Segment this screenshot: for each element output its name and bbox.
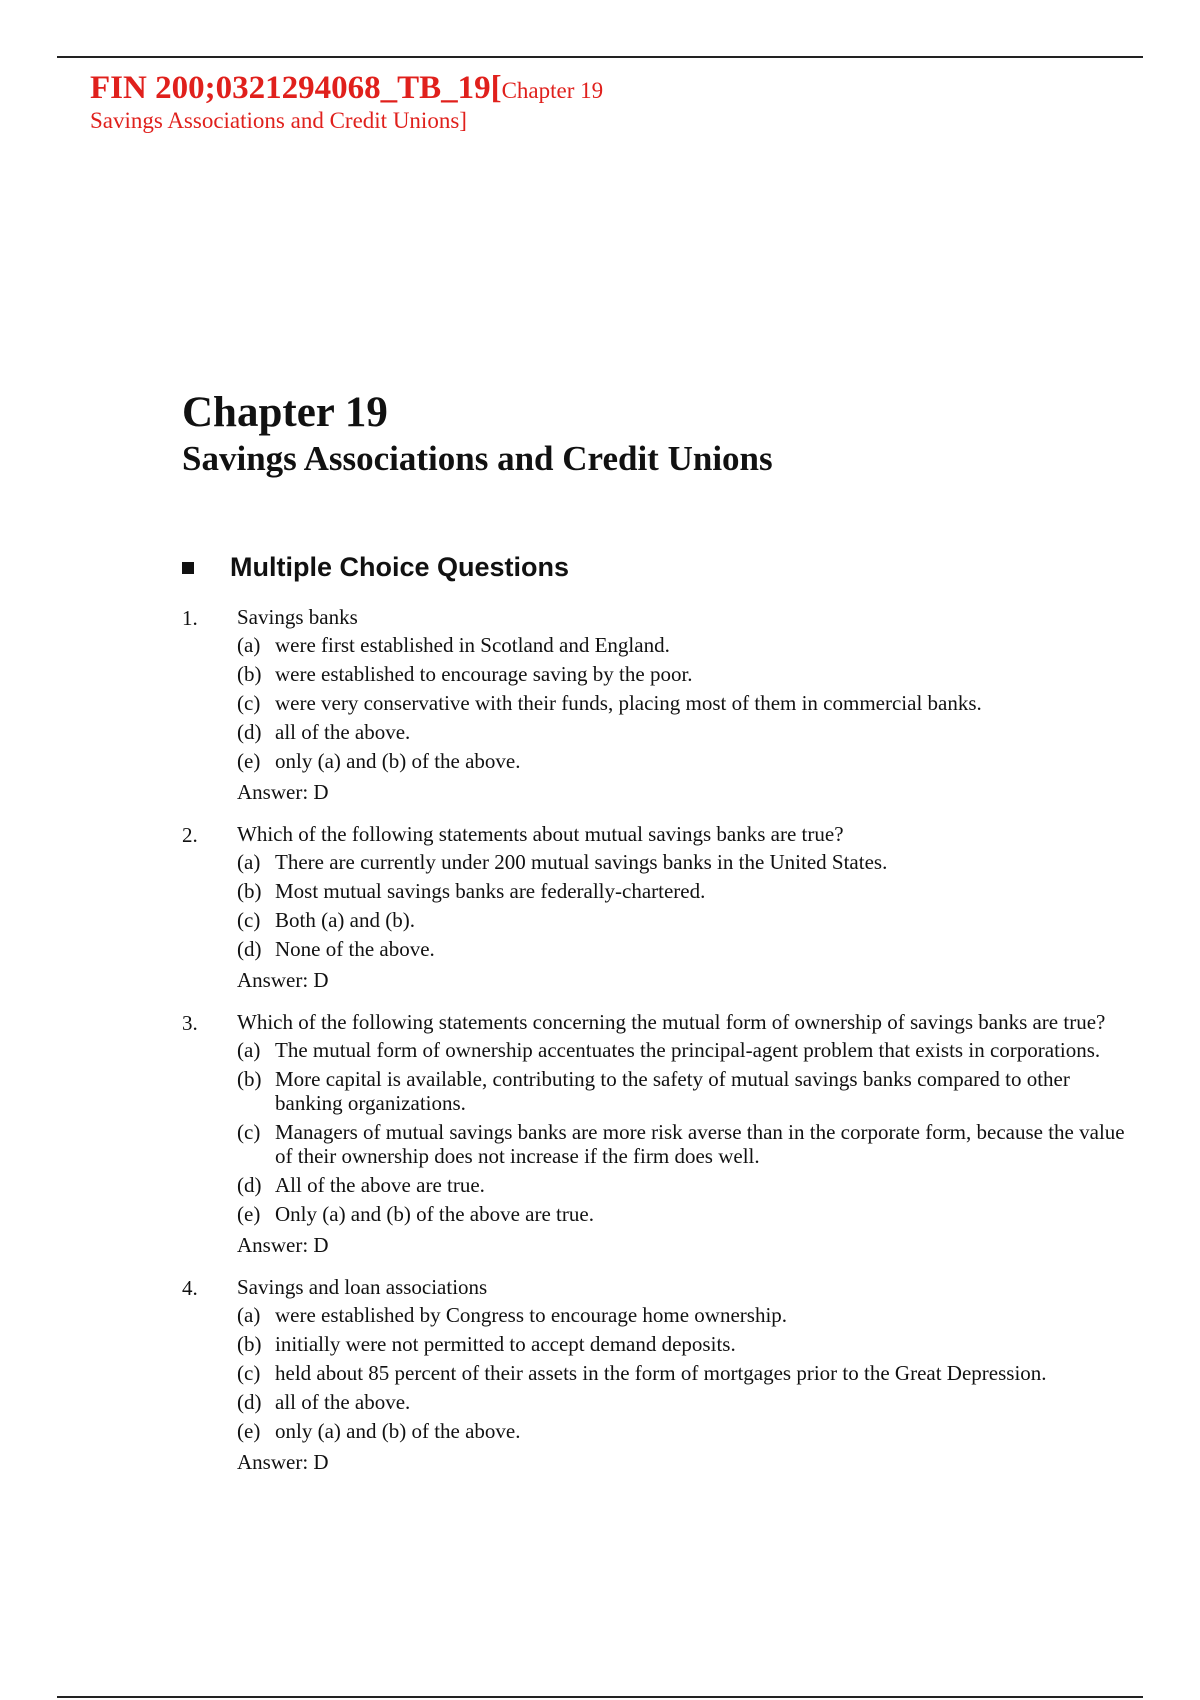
answer-option [237, 879, 1132, 903]
header-subtitle: Savings Associations and Credit Unions] [90, 108, 467, 134]
answer-option [237, 720, 1132, 744]
answer-option [237, 1173, 1132, 1197]
option-label: (b) [237, 1067, 262, 1091]
answer-option [237, 908, 1132, 932]
option-text: only (a) and (b) of the above. [275, 1419, 521, 1443]
option-text: were established by Congress to encourage home ownership. [275, 1303, 788, 1327]
answer-option [237, 662, 1132, 686]
option-label: (a) [237, 1303, 261, 1327]
option-label: (d) [237, 1390, 262, 1414]
option-text: were very conservative with their funds, placing most of them in commercial banks. [275, 691, 982, 715]
question-body [237, 604, 1132, 807]
answer-option [237, 1419, 1132, 1443]
option-text: There are currently under 200 mutual savings banks in the United States. [275, 850, 888, 874]
question-answer: Answer: D [237, 968, 329, 992]
question-number: 4. [182, 1276, 198, 1300]
bottom-rule [57, 1696, 1143, 1698]
option-text: The mutual form of ownership accentuates the principal-agent problem that exists in corporations. [275, 1038, 1101, 1062]
answer-option [237, 1038, 1132, 1062]
option-label: (c) [237, 908, 261, 932]
option-label: (b) [237, 1332, 262, 1356]
option-label: (b) [237, 662, 262, 686]
answer-option [237, 1332, 1132, 1356]
option-label: (e) [237, 1202, 261, 1226]
question-stem: Savings and loan associations [237, 1275, 488, 1299]
question-body [237, 1009, 1132, 1260]
answer-option [237, 1067, 1132, 1115]
answer-option [237, 1303, 1132, 1327]
document-header [90, 70, 603, 134]
answer-option [237, 1361, 1132, 1385]
question-answer: Answer: D [237, 1450, 329, 1474]
option-text: all of the above. [275, 1390, 411, 1414]
question-stem: Savings banks [237, 605, 358, 629]
question-number: 2. [182, 823, 198, 847]
option-text: Only (a) and (b) of the above are true. [275, 1202, 594, 1226]
option-label: (c) [237, 1361, 261, 1385]
question-item [182, 604, 1132, 807]
option-label: (a) [237, 1038, 261, 1062]
question-stem: Which of the following statements concerning the mutual form of ownership of savings banks are true? [237, 1010, 1106, 1034]
header-chapter-ref: Chapter 19 [501, 78, 604, 103]
chapter-heading [182, 388, 773, 481]
question-item [182, 1274, 1132, 1477]
answer-option [237, 850, 1132, 874]
top-rule [57, 56, 1143, 58]
option-text: Both (a) and (b). [275, 908, 415, 932]
option-text: Most mutual savings banks are federally-chartered. [275, 879, 706, 903]
question-list [182, 604, 1132, 1491]
question-answer: Answer: D [237, 1233, 329, 1257]
option-label: (d) [237, 937, 262, 961]
option-text: All of the above are true. [275, 1173, 485, 1197]
answer-option [237, 1390, 1132, 1414]
answer-option [237, 749, 1132, 773]
question-number: 1. [182, 606, 198, 630]
option-text: initially were not permitted to accept demand deposits. [275, 1332, 736, 1356]
option-label: (c) [237, 691, 261, 715]
option-label: (e) [237, 1419, 261, 1443]
answer-option [237, 1202, 1132, 1226]
option-text: only (a) and (b) of the above. [275, 749, 521, 773]
answer-option [237, 1120, 1132, 1168]
question-answer: Answer: D [237, 780, 329, 804]
option-text: More capital is available, contributing to the safety of mutual savings banks compared to other banking organizations. [275, 1067, 1070, 1115]
option-label: (d) [237, 1173, 262, 1197]
answer-option [237, 691, 1132, 715]
question-item [182, 1009, 1132, 1260]
chapter-title: Savings Associations and Credit Unions [182, 439, 773, 479]
option-text: all of the above. [275, 720, 411, 744]
section-heading [182, 552, 569, 583]
option-text: were established to encourage saving by the poor. [275, 662, 693, 686]
answer-option [237, 633, 1132, 657]
question-body [237, 821, 1132, 995]
question-body [237, 1274, 1132, 1477]
option-label: (d) [237, 720, 262, 744]
course-code: FIN 200;0321294068_TB_19[ [90, 70, 502, 106]
option-text: held about 85 percent of their assets in the form of mortgages prior to the Great Depression. [275, 1361, 1047, 1385]
option-label: (a) [237, 850, 261, 874]
option-label: (b) [237, 879, 262, 903]
option-label: (c) [237, 1120, 261, 1144]
question-item [182, 821, 1132, 995]
section-title: Multiple Choice Questions [230, 552, 570, 582]
option-text: Managers of mutual savings banks are more risk averse than in the corporate form, because the value of their ownership does not increase if the firm does well. [275, 1120, 1125, 1168]
question-number: 3. [182, 1011, 198, 1035]
answer-option [237, 937, 1132, 961]
square-bullet-icon [182, 562, 194, 574]
option-label: (e) [237, 749, 261, 773]
option-text: None of the above. [275, 937, 435, 961]
option-label: (a) [237, 633, 261, 657]
question-stem: Which of the following statements about mutual savings banks are true? [237, 822, 844, 846]
chapter-number: Chapter 19 [182, 389, 388, 436]
option-text: were first established in Scotland and England. [275, 633, 670, 657]
